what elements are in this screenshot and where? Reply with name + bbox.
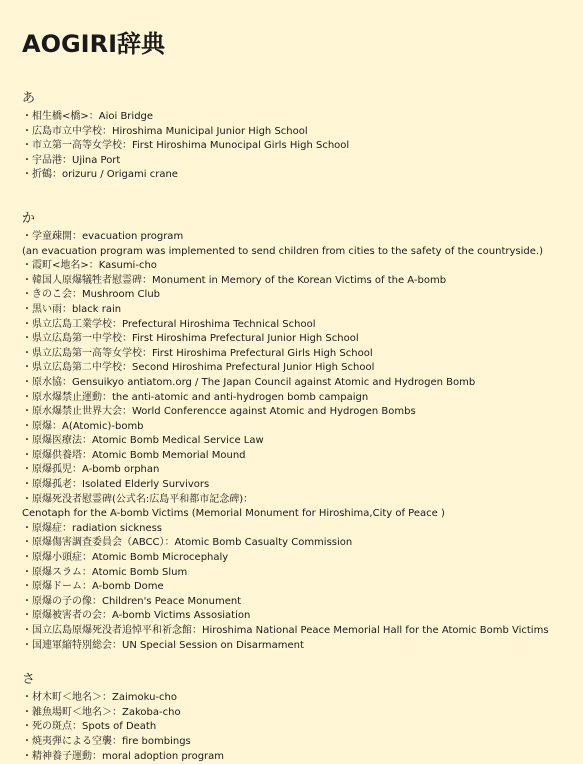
section-ka [22,210,575,653]
list-item: ・国連軍縮特別総会：UN Special Session on Disarmament [22,639,304,651]
section-heading-sa: さ [22,672,36,688]
list-item: ・原爆スラム：Atomic Bomb Slum [22,566,188,578]
list-item: ・原爆被害者の会：A-bomb Victims Assosiation [22,610,251,622]
list-item: ・原爆の子の像：Children's Peace Monument [22,595,242,607]
section-heading-a: あ [22,91,36,106]
list-item: ・韓国人原爆犠牲者慰霊碑：Monument in Memory of the Korean Victims of the A-bomb [22,274,447,286]
list-item: ・原爆：A(Atomic)-bomb [22,420,144,432]
list-item: ・県立広島第一高等女学校：First Hiroshima Prefectural Girls High School [22,347,373,359]
list-item: ・原爆医療法：Atomic Bomb Medical Service Law [22,435,264,447]
entry-list-ka [22,230,575,653]
entry-list-sa [22,691,575,764]
list-item: ・原爆症：radiation sickness [22,522,163,534]
section-heading-ka: か [22,210,36,226]
list-item: ・国立広島原爆死没者追悼平和祈念館：Hiroshima National Peace Memorial Hall for the Atomic Bomb Victims [22,625,549,636]
list-item: ・精神養子運動：moral adoption program [22,750,225,762]
list-item: ・霞町<地名>：Kasumi-cho [22,260,157,272]
list-item: ・材木町＜地名＞：Zaimoku-cho [22,692,177,704]
list-item: ・きのこ会：Mushroom Club [22,289,161,301]
list-item: ・原爆傷害調査委員会（ABCC）：Atomic Bomb Casualty Commission [22,537,353,549]
list-item: ・原爆小頭症：Atomic Bomb Microcephaly [22,552,229,564]
list-item: ・黒い雨：black rain [22,303,122,315]
list-item: ・原水爆禁止運動：the anti-atomic and anti-hydrogen bomb campaign [22,391,369,403]
list-item: ・原爆孤老：Isolated Elderly Survivors [22,479,210,491]
list-item: ・広島市立中学校：Hiroshima Municipal Junior High School [22,125,308,137]
list-item: ・原爆ドーム：A-bomb Dome [22,581,164,593]
list-item: ・原爆死没者慰霊碑(公式名:広島平和都市記念碑)： [22,493,254,505]
list-item: ・雑魚場町＜地名＞：Zakoba-cho [22,706,181,718]
list-item: ・原爆孤児：A-bomb orphan [22,464,160,476]
list-item: ・焼夷弾による空襲：fire bombings [22,735,191,747]
list-item: ・相生橋<橋>：Aioi Bridge [22,111,154,122]
section-sa [22,671,575,764]
list-item-note: Cenotaph for the A-bomb Victims (Memorial Monument for Hiroshima,City of Peace ) [22,508,445,520]
list-item: ・市立第一高等女学校：First Hiroshima Munocipal Girls High School [22,140,350,152]
list-item: ・折鶴：orizuru / Origami crane [22,169,178,181]
list-item: ・県立広島工業学校：Prefectural Hiroshima Technical School [22,318,316,330]
list-item: ・県立広島第二中学校：Second Hiroshima Prefectural Junior High School [22,362,375,374]
list-item: ・宇品港：Ujina Port [22,154,121,166]
list-item-note: (an evacuation program was implemented to send children from cities to the safety of the countryside.) [22,245,543,257]
list-item: ・県立広島第一中学校：First Hiroshima Prefectural Junior High School [22,333,359,345]
list-item: ・原爆供養塔：Atomic Bomb Memorial Mound [22,449,246,461]
list-item: ・死の斑点：Spots of Death [22,721,157,733]
list-item: ・原水協：Gensuikyo antiatom.org / The Japan Council against Atomic and Hydrogen Bomb [22,376,476,388]
list-item: ・学童疎開：evacuation program [22,230,184,242]
section-a [22,90,575,183]
entry-list-a [22,110,575,183]
page-title: AOGIRI辞典 [22,30,166,58]
list-item: ・原水爆禁止世界大会：World Conferencce against Atomic and Hydrogen Bombs [22,406,416,418]
